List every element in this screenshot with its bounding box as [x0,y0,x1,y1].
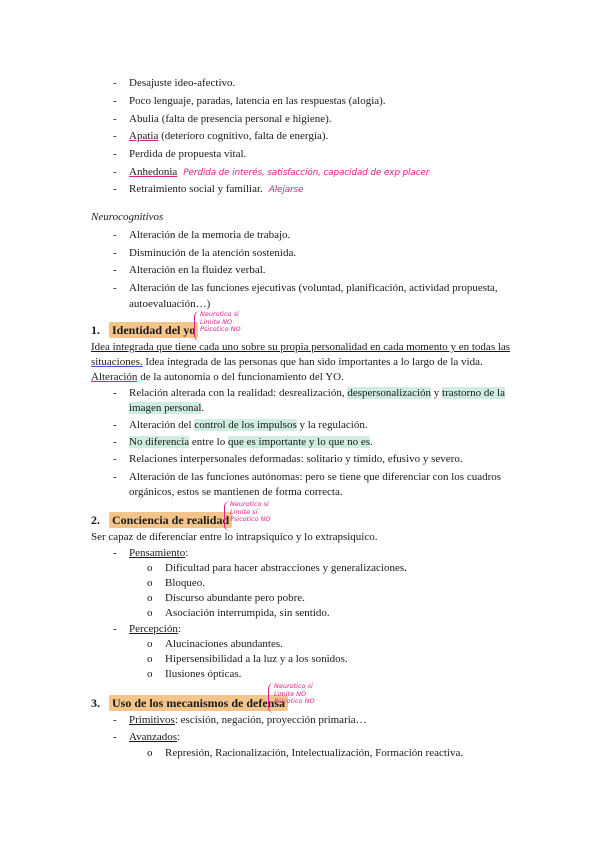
list-item: - Alteración de las funciones ejecutivas (voluntad, planificación, actividad propuesta, [113,282,498,294]
section-intro: Ser capaz de diferenciar entre lo intrapsiquico y lo extrapsiquico. [91,531,378,543]
list-item: o Asociación interrumpida, sin sentido. [147,607,330,619]
list-item: - Alteración de la memoria de trabajo. [113,229,291,241]
section-heading: 3. Uso de los mecanismos de defensa [91,696,288,710]
list-item: o Alucinaciones abundantes. [147,638,283,650]
list-item: o Dificultad para hacer abstracciones y generalizaciones. [147,562,407,574]
handwritten-notes: Neurotico si Limite NO Psicotico NO [200,310,241,333]
subheading: - Avanzados: [113,731,181,743]
list-item: - Apatia (deterioro cognitivo, falta de energía). [113,130,329,142]
list-item-continuation: orgánicos, estos se mantienen de forma correcta. [129,486,343,498]
list-item: - Abulia (falta de presencia personal e higiene). [113,113,332,125]
list-item: - Relaciones interpersonales deformadas: solitario y tímido, efusivo y severo. [113,453,463,465]
list-item: o Ilusiones ópticas. [147,668,242,680]
list-item: o Represión, Racionalización, Intelectualización, Formación reactiva. [147,747,464,759]
handwritten-note: Alejarse [268,185,304,195]
list-item: - Anhedonia Perdida de interés, satisfacción, capacidad de exp placer [113,166,430,178]
list-item: - Retraimiento social y familiar. Alejarse [113,183,304,195]
subheading: - Percepción: [113,623,181,635]
handwritten-notes: Neurotico si Limite NO Psicotico NO [274,682,315,705]
list-item: - Disminución de la atención sostenida. [113,247,297,259]
handwritten-notes: Neurotico si Limite si Psicotico NO [230,500,271,523]
list-item: - Desajuste ideo-afectivo. [113,77,236,89]
handwritten-note: Perdida de interés, satisfacción, capacidad de exp placer [183,168,430,178]
list-item: - Alteración de las funciones autónomas: pero se tiene que diferenciar con los cuadros [113,471,502,483]
subheading: - Pensamiento: [113,547,189,559]
list-item: - Relación alterada con la realidad: desrealización, despersonalización y trastorno de la [113,387,505,399]
section-intro: Alteración de la autonomía o del funcionamiento del YO. [91,371,344,383]
list-item: - Perdida de propuesta vital. [113,148,247,160]
list-item: - Alteración del control de los impulsos y la regulación. [113,419,368,431]
list-item: o Discurso abundante pero pobre. [147,592,305,604]
subheading: - Primitivos: escisión, negación, proyección primaria… [113,714,367,726]
list-item-continuation: autoevaluación…) [129,298,211,310]
list-item-continuation: imagen personal. [129,402,205,414]
list-item: - No diferencia entre lo que es importante y lo que no es. [113,436,373,448]
section-heading: 2. Conciencia de realidad [91,513,232,527]
list-item: - Alteración en la fluidez verbal. [113,264,266,276]
neurocognitive-heading: Neurocognitivos [91,211,164,223]
list-item: o Bloqueo. [147,577,206,589]
list-item: o Hipersensibilidad a la luz y a los sonidos. [147,653,348,665]
section-intro: Idea integrada que tiene cada uno sobre su propia personalidad en cada momento y en todas las [91,341,511,353]
list-item: - Poco lenguaje, paradas, latencia en las respuestas (alogia). [113,95,386,107]
section-intro: situaciones. Idea integrada de las personas que han sido importantes a lo largo de la vida. [91,356,483,368]
section-heading: 1. Identidad del yo [91,323,198,337]
